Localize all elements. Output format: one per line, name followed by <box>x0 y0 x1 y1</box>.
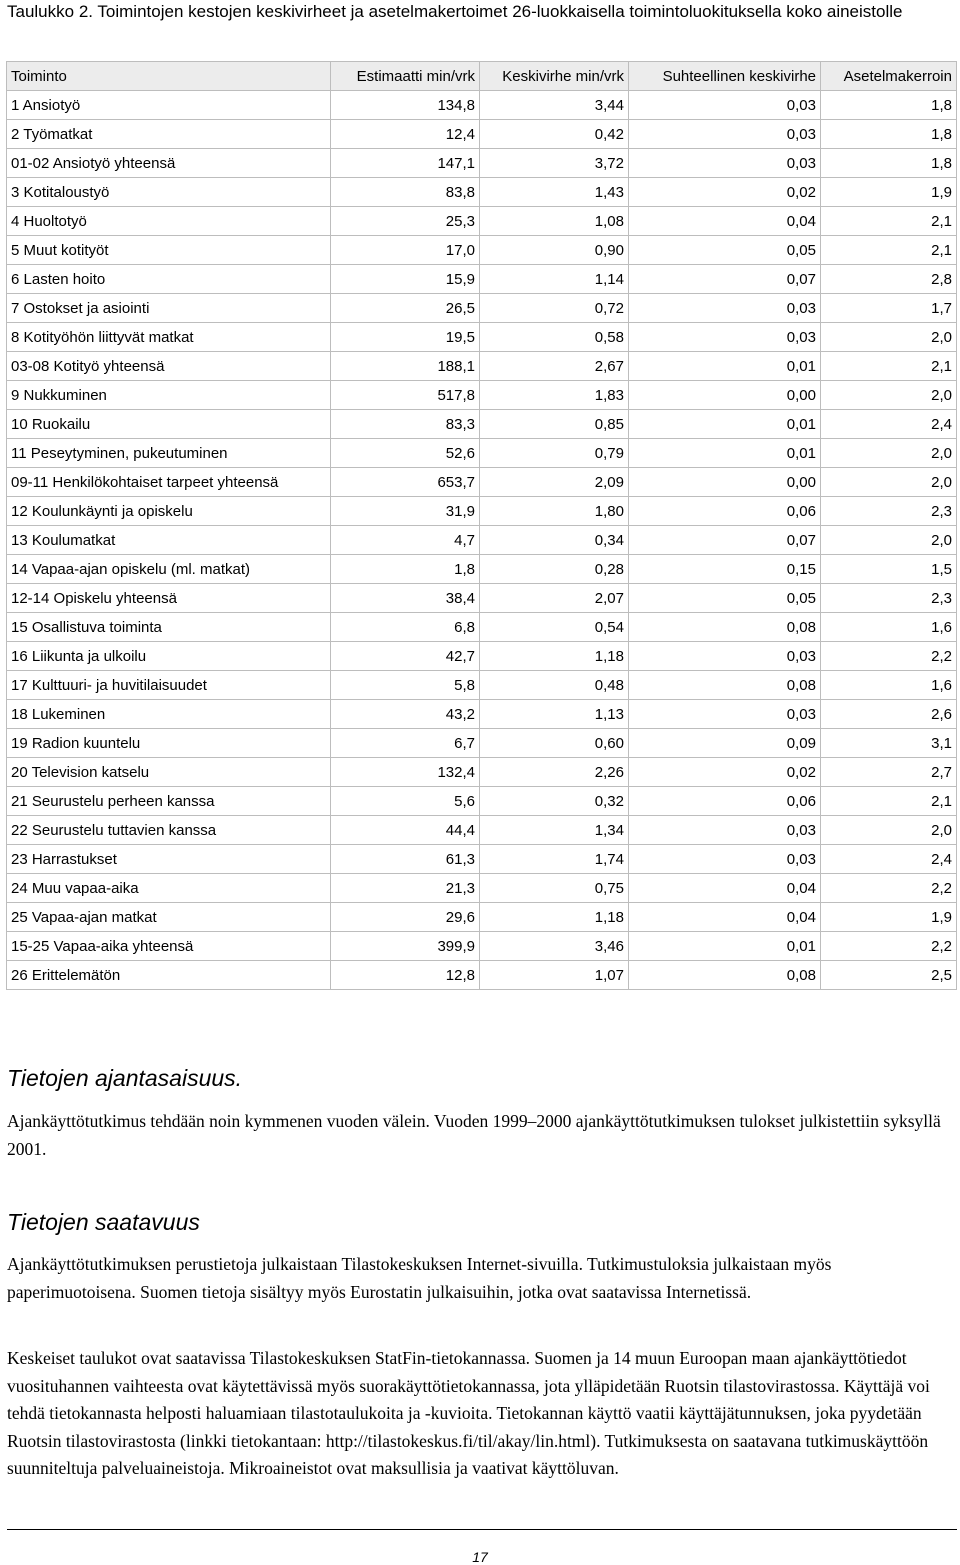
cell-estimaatti: 12,4 <box>331 120 480 149</box>
cell-estimaatti: 5,6 <box>331 787 480 816</box>
cell-toiminto: 2 Työmatkat <box>7 120 331 149</box>
table-row <box>7 961 957 990</box>
cell-keskivirhe: 1,80 <box>480 497 629 526</box>
cell-estimaatti: 83,3 <box>331 410 480 439</box>
cell-estimaatti: 42,7 <box>331 642 480 671</box>
cell-estimaatti: 17,0 <box>331 236 480 265</box>
cell-keskivirhe: 0,34 <box>480 526 629 555</box>
cell-asetelmakerroin: 2,0 <box>821 816 957 845</box>
cell-estimaatti: 31,9 <box>331 497 480 526</box>
cell-toiminto: 9 Nukkuminen <box>7 381 331 410</box>
cell-toiminto: 12-14 Opiskelu yhteensä <box>7 584 331 613</box>
cell-asetelmakerroin: 2,4 <box>821 410 957 439</box>
column-header-estimaatti: Estimaatti min/vrk <box>331 62 480 91</box>
column-header-keskivirhe: Keskivirhe min/vrk <box>480 62 629 91</box>
cell-toiminto: 1 Ansiotyö <box>7 91 331 120</box>
cell-asetelmakerroin: 2,2 <box>821 874 957 903</box>
cell-asetelmakerroin: 2,5 <box>821 961 957 990</box>
cell-estimaatti: 15,9 <box>331 265 480 294</box>
cell-asetelmakerroin: 1,6 <box>821 671 957 700</box>
cell-suhteellinen-keskivirhe: 0,15 <box>629 555 821 584</box>
cell-suhteellinen-keskivirhe: 0,03 <box>629 323 821 352</box>
cell-suhteellinen-keskivirhe: 0,03 <box>629 120 821 149</box>
cell-toiminto: 21 Seurustelu perheen kanssa <box>7 787 331 816</box>
cell-toiminto: 24 Muu vapaa-aika <box>7 874 331 903</box>
table-row <box>7 120 957 149</box>
cell-asetelmakerroin: 2,6 <box>821 700 957 729</box>
cell-suhteellinen-keskivirhe: 0,03 <box>629 700 821 729</box>
cell-keskivirhe: 0,58 <box>480 323 629 352</box>
cell-keskivirhe: 3,72 <box>480 149 629 178</box>
cell-asetelmakerroin: 2,1 <box>821 207 957 236</box>
table-title: Taulukko 2. Toimintojen kestojen keskivirheet ja asetelmakertoimet 26-luokkaisella toimintoluokituksella koko aineistolle <box>7 2 903 21</box>
cell-asetelmakerroin: 2,3 <box>821 497 957 526</box>
cell-keskivirhe: 2,09 <box>480 468 629 497</box>
cell-toiminto: 23 Harrastukset <box>7 845 331 874</box>
table-row <box>7 584 957 613</box>
cell-asetelmakerroin: 2,0 <box>821 323 957 352</box>
cell-estimaatti: 43,2 <box>331 700 480 729</box>
cell-suhteellinen-keskivirhe: 0,01 <box>629 932 821 961</box>
cell-asetelmakerroin: 1,8 <box>821 120 957 149</box>
cell-asetelmakerroin: 2,7 <box>821 758 957 787</box>
table-row <box>7 613 957 642</box>
cell-keskivirhe: 2,07 <box>480 584 629 613</box>
cell-suhteellinen-keskivirhe: 0,05 <box>629 584 821 613</box>
cell-keskivirhe: 0,32 <box>480 787 629 816</box>
cell-asetelmakerroin: 2,2 <box>821 642 957 671</box>
table-row <box>7 758 957 787</box>
cell-toiminto: 20 Television katselu <box>7 758 331 787</box>
cell-keskivirhe: 0,79 <box>480 439 629 468</box>
cell-suhteellinen-keskivirhe: 0,08 <box>629 671 821 700</box>
cell-toiminto: 22 Seurustelu tuttavien kanssa <box>7 816 331 845</box>
table-row <box>7 149 957 178</box>
cell-asetelmakerroin: 2,0 <box>821 526 957 555</box>
column-header-asetelmakerroin: Asetelmakerroin <box>821 62 957 91</box>
cell-estimaatti: 19,5 <box>331 323 480 352</box>
cell-keskivirhe: 1,83 <box>480 381 629 410</box>
cell-toiminto: 26 Erittelemätön <box>7 961 331 990</box>
cell-suhteellinen-keskivirhe: 0,02 <box>629 178 821 207</box>
cell-keskivirhe: 0,90 <box>480 236 629 265</box>
cell-keskivirhe: 0,72 <box>480 294 629 323</box>
cell-estimaatti: 38,4 <box>331 584 480 613</box>
cell-toiminto: 25 Vapaa-ajan matkat <box>7 903 331 932</box>
cell-toiminto: 10 Ruokailu <box>7 410 331 439</box>
cell-suhteellinen-keskivirhe: 0,08 <box>629 961 821 990</box>
cell-estimaatti: 4,7 <box>331 526 480 555</box>
cell-suhteellinen-keskivirhe: 0,06 <box>629 497 821 526</box>
cell-estimaatti: 44,4 <box>331 816 480 845</box>
cell-estimaatti: 25,3 <box>331 207 480 236</box>
table-row <box>7 497 957 526</box>
cell-asetelmakerroin: 2,0 <box>821 381 957 410</box>
cell-keskivirhe: 2,67 <box>480 352 629 381</box>
paragraph-saatavuus-1: Ajankäyttötutkimuksen perustietoja julkaistaan Tilastokeskuksen Internet-sivuilla. Tutkimustuloksia julkaistaan myös paperimuotoisena. Suomen tietoja sisältyy myös Eurostatin julkaisuihin, jotka ovat saatavissa Internetissä. <box>7 1254 832 1302</box>
cell-toiminto: 7 Ostokset ja asiointi <box>7 294 331 323</box>
cell-asetelmakerroin: 2,0 <box>821 468 957 497</box>
cell-asetelmakerroin: 2,4 <box>821 845 957 874</box>
table-row <box>7 526 957 555</box>
cell-asetelmakerroin: 1,9 <box>821 178 957 207</box>
cell-keskivirhe: 1,18 <box>480 642 629 671</box>
cell-toiminto: 17 Kulttuuri- ja huvitilaisuudet <box>7 671 331 700</box>
cell-keskivirhe: 2,26 <box>480 758 629 787</box>
table-row <box>7 816 957 845</box>
cell-estimaatti: 21,3 <box>331 874 480 903</box>
cell-toiminto: 4 Huoltotyö <box>7 207 331 236</box>
cell-suhteellinen-keskivirhe: 0,08 <box>629 613 821 642</box>
table-row <box>7 439 957 468</box>
cell-asetelmakerroin: 2,1 <box>821 787 957 816</box>
cell-estimaatti: 29,6 <box>331 903 480 932</box>
cell-suhteellinen-keskivirhe: 0,03 <box>629 294 821 323</box>
cell-toiminto: 18 Lukeminen <box>7 700 331 729</box>
cell-asetelmakerroin: 1,7 <box>821 294 957 323</box>
cell-estimaatti: 517,8 <box>331 381 480 410</box>
table-row <box>7 236 957 265</box>
cell-suhteellinen-keskivirhe: 0,07 <box>629 265 821 294</box>
cell-estimaatti: 147,1 <box>331 149 480 178</box>
cell-suhteellinen-keskivirhe: 0,09 <box>629 729 821 758</box>
table-row <box>7 700 957 729</box>
cell-suhteellinen-keskivirhe: 0,05 <box>629 236 821 265</box>
cell-keskivirhe: 0,75 <box>480 874 629 903</box>
cell-asetelmakerroin: 1,9 <box>821 903 957 932</box>
cell-suhteellinen-keskivirhe: 0,06 <box>629 787 821 816</box>
cell-estimaatti: 6,8 <box>331 613 480 642</box>
table-row <box>7 410 957 439</box>
section-heading-ajantasaisuus: Tietojen ajantasaisuus. <box>7 1065 243 1091</box>
cell-suhteellinen-keskivirhe: 0,03 <box>629 91 821 120</box>
cell-suhteellinen-keskivirhe: 0,00 <box>629 468 821 497</box>
table-row <box>7 91 957 120</box>
cell-toiminto: 5 Muut kotityöt <box>7 236 331 265</box>
column-header-suhteellinen-keskivirhe: Suhteellinen keskivirhe <box>629 62 821 91</box>
cell-keskivirhe: 1,08 <box>480 207 629 236</box>
table-row <box>7 787 957 816</box>
table-row <box>7 207 957 236</box>
cell-keskivirhe: 1,74 <box>480 845 629 874</box>
cell-toiminto: 15-25 Vapaa-aika yhteensä <box>7 932 331 961</box>
cell-toiminto: 6 Lasten hoito <box>7 265 331 294</box>
table-row <box>7 468 957 497</box>
cell-toiminto: 01-02 Ansiotyö yhteensä <box>7 149 331 178</box>
cell-asetelmakerroin: 3,1 <box>821 729 957 758</box>
cell-estimaatti: 26,5 <box>331 294 480 323</box>
cell-suhteellinen-keskivirhe: 0,02 <box>629 758 821 787</box>
cell-keskivirhe: 1,14 <box>480 265 629 294</box>
cell-keskivirhe: 1,13 <box>480 700 629 729</box>
cell-asetelmakerroin: 2,1 <box>821 352 957 381</box>
cell-asetelmakerroin: 2,8 <box>821 265 957 294</box>
table-row <box>7 729 957 758</box>
table-row <box>7 845 957 874</box>
cell-toiminto: 15 Osallistuva toiminta <box>7 613 331 642</box>
cell-keskivirhe: 0,85 <box>480 410 629 439</box>
cell-keskivirhe: 0,60 <box>480 729 629 758</box>
cell-asetelmakerroin: 2,0 <box>821 439 957 468</box>
cell-toiminto: 16 Liikunta ja ulkoilu <box>7 642 331 671</box>
cell-suhteellinen-keskivirhe: 0,04 <box>629 207 821 236</box>
cell-keskivirhe: 0,48 <box>480 671 629 700</box>
cell-estimaatti: 5,8 <box>331 671 480 700</box>
cell-estimaatti: 653,7 <box>331 468 480 497</box>
cell-suhteellinen-keskivirhe: 0,00 <box>629 381 821 410</box>
cell-keskivirhe: 1,43 <box>480 178 629 207</box>
cell-estimaatti: 132,4 <box>331 758 480 787</box>
cell-asetelmakerroin: 1,6 <box>821 613 957 642</box>
table-header-row <box>7 62 957 91</box>
cell-toiminto: 19 Radion kuuntelu <box>7 729 331 758</box>
cell-asetelmakerroin: 2,3 <box>821 584 957 613</box>
cell-estimaatti: 188,1 <box>331 352 480 381</box>
cell-keskivirhe: 3,44 <box>480 91 629 120</box>
table-row <box>7 294 957 323</box>
table-row <box>7 178 957 207</box>
cell-estimaatti: 134,8 <box>331 91 480 120</box>
table-row <box>7 874 957 903</box>
cell-asetelmakerroin: 1,5 <box>821 555 957 584</box>
cell-suhteellinen-keskivirhe: 0,01 <box>629 439 821 468</box>
table-row <box>7 903 957 932</box>
cell-keskivirhe: 0,28 <box>480 555 629 584</box>
cell-suhteellinen-keskivirhe: 0,01 <box>629 410 821 439</box>
cell-suhteellinen-keskivirhe: 0,01 <box>629 352 821 381</box>
cell-suhteellinen-keskivirhe: 0,03 <box>629 816 821 845</box>
table-row <box>7 671 957 700</box>
cell-toiminto: 09-11 Henkilökohtaiset tarpeet yhteensä <box>7 468 331 497</box>
cell-estimaatti: 52,6 <box>331 439 480 468</box>
cell-suhteellinen-keskivirhe: 0,03 <box>629 149 821 178</box>
cell-toiminto: 12 Koulunkäynti ja opiskelu <box>7 497 331 526</box>
activity-error-table <box>6 61 957 990</box>
cell-asetelmakerroin: 1,8 <box>821 91 957 120</box>
cell-toiminto: 14 Vapaa-ajan opiskelu (ml. matkat) <box>7 555 331 584</box>
cell-estimaatti: 399,9 <box>331 932 480 961</box>
cell-keskivirhe: 0,42 <box>480 120 629 149</box>
column-header-toiminto: Toiminto <box>7 62 331 91</box>
cell-estimaatti: 61,3 <box>331 845 480 874</box>
cell-suhteellinen-keskivirhe: 0,04 <box>629 874 821 903</box>
cell-estimaatti: 12,8 <box>331 961 480 990</box>
cell-keskivirhe: 1,07 <box>480 961 629 990</box>
cell-toiminto: 03-08 Kotityö yhteensä <box>7 352 331 381</box>
cell-toiminto: 11 Peseytyminen, pukeutuminen <box>7 439 331 468</box>
page-number: 17 <box>472 1549 488 1565</box>
cell-suhteellinen-keskivirhe: 0,07 <box>629 526 821 555</box>
cell-toiminto: 8 Kotityöhön liittyvät matkat <box>7 323 331 352</box>
footer-divider <box>7 1529 957 1530</box>
paragraph-saatavuus-2: Keskeiset taulukot ovat saatavissa Tilastokeskuksen StatFin-tietokannassa. Suomen ja 14 muun Euroopan maan ajankäyttötiedot vuosituhannen vaihteesta ovat käytettävissä myös suorakäyttötietokannassa, jota ylläpidetään Ruotsin tilastovirastossa. Käyttäjä voi tehdä tietokannasta helposti haluamiaan tilastotaulukoita ja -kuvioita. Tietokannan käyttö vaatii käyttäjätunnuksen, joka pyydetään Ruotsin tilastovirastosta (linkki tietokantaan: http://tilastokeskus.fi/til/akay/lin.html). Tutkimuksesta on saatavana tutkimuskäyttöön suunniteltuja palveluaineistoja. Mikroaineistot ovat maksullisia ja vaativat käyttöluvan. <box>7 1348 930 1478</box>
table-row <box>7 555 957 584</box>
table-row <box>7 323 957 352</box>
table-row <box>7 642 957 671</box>
cell-keskivirhe: 1,34 <box>480 816 629 845</box>
cell-estimaatti: 6,7 <box>331 729 480 758</box>
cell-toiminto: 13 Koulumatkat <box>7 526 331 555</box>
table-row <box>7 352 957 381</box>
cell-keskivirhe: 3,46 <box>480 932 629 961</box>
table-row <box>7 381 957 410</box>
table-row <box>7 932 957 961</box>
cell-asetelmakerroin: 2,2 <box>821 932 957 961</box>
paragraph-ajantasaisuus: Ajankäyttötutkimus tehdään noin kymmenen vuoden välein. Vuoden 1999–2000 ajankäyttötutkimuksen tulokset julkistettiin syksyllä 2001. <box>7 1111 941 1159</box>
cell-suhteellinen-keskivirhe: 0,04 <box>629 903 821 932</box>
cell-keskivirhe: 0,54 <box>480 613 629 642</box>
cell-keskivirhe: 1,18 <box>480 903 629 932</box>
cell-toiminto: 3 Kotitaloustyö <box>7 178 331 207</box>
cell-suhteellinen-keskivirhe: 0,03 <box>629 845 821 874</box>
cell-estimaatti: 83,8 <box>331 178 480 207</box>
section-heading-saatavuus: Tietojen saatavuus <box>7 1209 200 1235</box>
table-body <box>7 91 957 990</box>
cell-suhteellinen-keskivirhe: 0,03 <box>629 642 821 671</box>
cell-asetelmakerroin: 1,8 <box>821 149 957 178</box>
cell-asetelmakerroin: 2,1 <box>821 236 957 265</box>
table-row <box>7 265 957 294</box>
cell-estimaatti: 1,8 <box>331 555 480 584</box>
